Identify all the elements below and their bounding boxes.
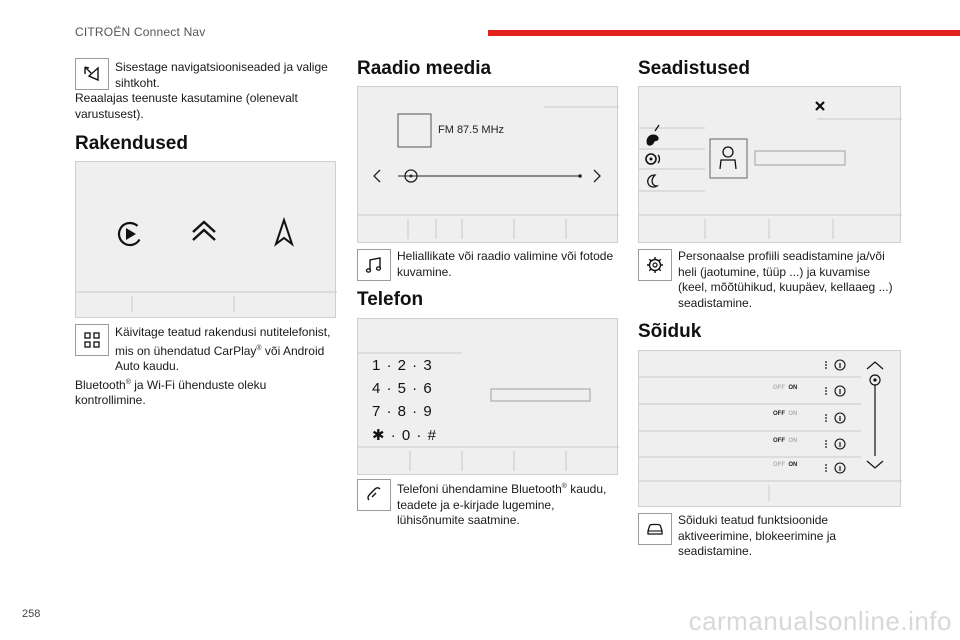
page-number: 258	[22, 608, 41, 620]
toggle-off-label: OFF	[773, 438, 785, 444]
vehicle-description	[638, 513, 900, 560]
fm-frequency-label: FM 87.5 MHz	[438, 124, 505, 136]
toggle-off-label: OFF	[773, 411, 785, 417]
keypad-row-4: ✱ · 0 · #	[372, 427, 437, 444]
section-heading-soiduk: Sõiduk	[638, 321, 702, 342]
toggle-row-4	[773, 462, 797, 468]
registered-mark: ®	[256, 344, 262, 352]
settings-desc-text: Personaalse profiili seadistamine ja/või heli (jaotumine, tüüp ...) ja kuvamise (keel, mõõtühikud, kuupäev, kellaaeg ...) seadistamine.	[678, 249, 893, 310]
radio-screen-illustration	[357, 86, 618, 243]
apps-desc-part3: Bluetooth	[75, 377, 126, 392]
toggle-row-3	[773, 438, 797, 444]
watermark: carmanualsonline.info	[688, 606, 952, 636]
section-heading-telefon: Telefon	[357, 289, 424, 310]
settings-description	[638, 249, 900, 311]
keypad-row-1: 1 · 2 · 3	[372, 357, 433, 374]
header-accent-bar	[488, 30, 960, 36]
radio-description	[357, 249, 619, 280]
toggle-on-label: ON	[788, 462, 798, 468]
section-heading-raadio-meedia: Raadio meedia	[357, 58, 492, 79]
keypad-row-2: 4 · 5 · 6	[372, 380, 433, 397]
keypad-row-3: 7 · 8 · 9	[372, 403, 433, 420]
toggle-row-1	[773, 385, 797, 391]
section-heading-seadistused: Seadistused	[638, 58, 750, 79]
phone-desc-part2: kaudu, teadete ja e-kirjade lugemine, lühisõnumite saatmine.	[397, 482, 607, 527]
radio-desc-text: Heliallikate või raadio valimine või fotode kuvamine.	[397, 249, 614, 279]
toggle-off-label: OFF	[773, 462, 785, 468]
toggle-off-label: OFF	[773, 385, 785, 391]
phone-description	[357, 479, 619, 529]
registered-mark: ®	[125, 378, 131, 386]
registered-mark: ®	[561, 483, 567, 490]
phone-desc-part1: Telefoni ühendamine Bluetooth	[397, 482, 562, 496]
apps-description	[75, 325, 337, 409]
vehicle-desc-text: Sõiduki teatud funktsioonide aktiveerimine, blokeerimine ja seadistamine.	[678, 513, 837, 558]
navigation-description	[75, 60, 337, 122]
nav-desc-line1: Sisestage navigatsiooniseaded ja valige sihtkoht.	[115, 60, 328, 90]
toggle-on-label: ON	[788, 411, 798, 417]
apps-desc-part4: ja Wi-Fi ühenduste oleku kontrollimine.	[75, 377, 267, 407]
vehicle-screen-illustration	[638, 350, 901, 507]
apps-desc-part2: või Android Auto kaudu.	[115, 343, 325, 373]
toggle-on-label: ON	[788, 385, 798, 391]
nav-desc-line2: Reaalajas teenuste kasutamine (olenevalt varustusest).	[75, 91, 298, 121]
phone-screen-illustration	[357, 318, 618, 475]
toggle-on-label: ON	[788, 438, 798, 444]
settings-screen-illustration	[638, 86, 901, 243]
section-heading-rakendused: Rakendused	[75, 133, 188, 154]
running-header: CITROËN Connect Nav	[75, 25, 206, 39]
apps-screen-illustration	[75, 161, 336, 318]
toggle-row-2	[773, 411, 797, 417]
apps-desc-part1: Käivitage teatud rakendusi nutitelefonist, mis on ühendatud CarPlay	[115, 325, 331, 358]
